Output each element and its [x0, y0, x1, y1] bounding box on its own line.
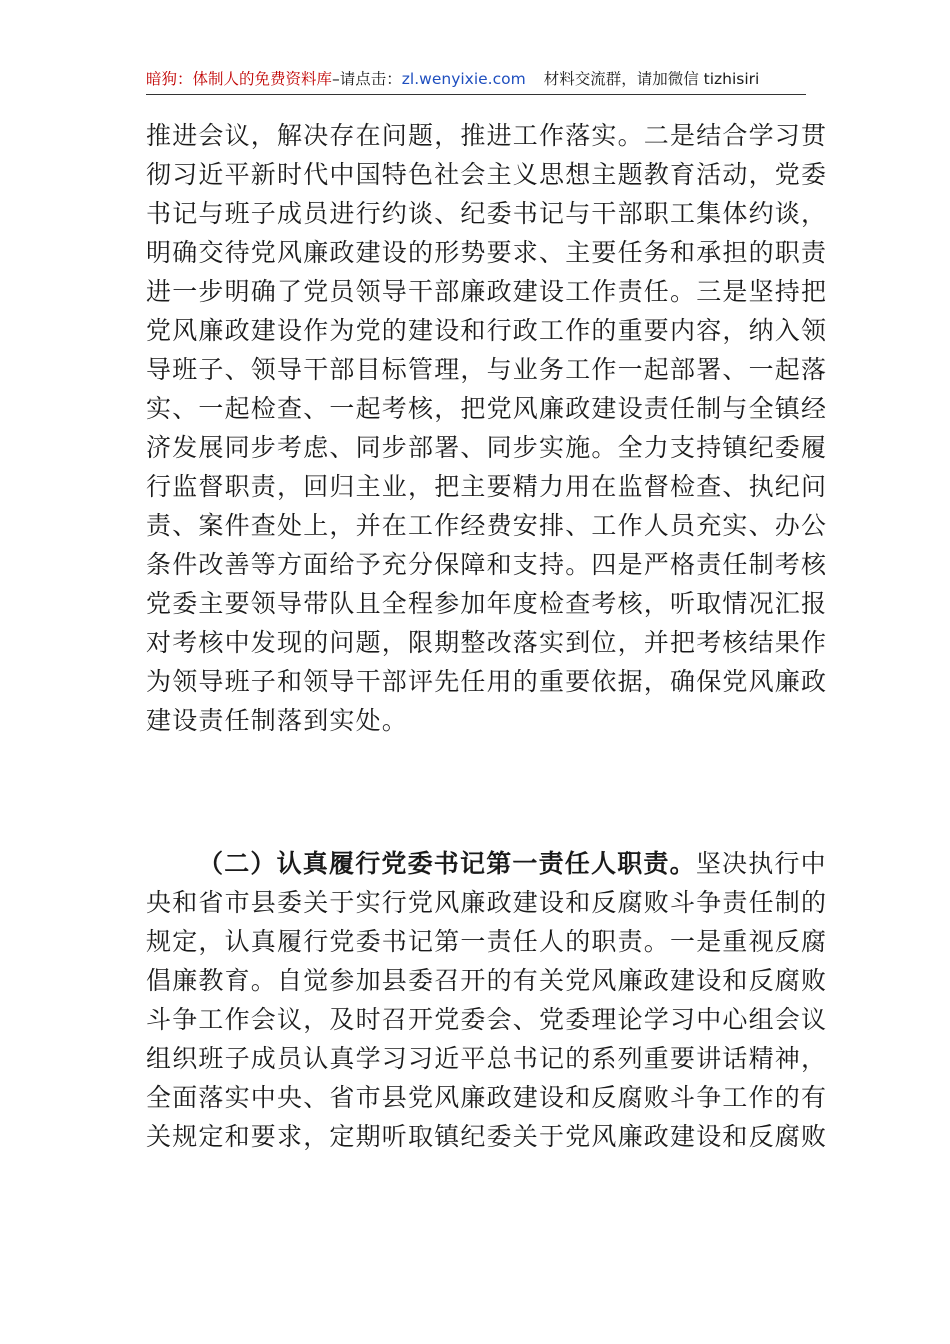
- section-heading-line: [198, 846, 827, 882]
- paragraph-line: 建设责任制落到实处。: [146, 706, 409, 735]
- paragraph-line: 规定，认真履行党委书记第一责任人的职责。一是重视反腐: [146, 927, 828, 956]
- paragraph-line: 为领导班子和领导干部评先任用的重要依据，确保党风廉政: [146, 667, 828, 696]
- paragraph-line: 条件改善等方面给予充分保障和支持。四是严格责任制考核: [146, 550, 828, 579]
- paragraph-line: 行监督职责，回归主业，把主要精力用在监督检查、执纪问: [146, 472, 828, 501]
- section-first-line-rest: 坚决执行中: [695, 849, 827, 878]
- paragraph-line: 党风廉政建设作为党的建设和行政工作的重要内容，纳入领: [146, 316, 828, 345]
- header-url-link[interactable]: zl.wenyixie.com: [401, 70, 526, 88]
- paragraph-line: 对考核中发现的问题，限期整改落实到位，并把考核结果作: [146, 628, 828, 657]
- paragraph-line: 斗争工作会议，及时召开党委会、党委理论学习中心组会议: [146, 1005, 828, 1034]
- paragraph-line: 彻习近平新时代中国特色社会主义思想主题教育活动，党委: [146, 160, 828, 189]
- paragraph-line: 导班子、领导干部目标管理，与业务工作一起部署、一起落: [146, 355, 828, 384]
- paragraph-line: 关规定和要求，定期听取镇纪委关于党风廉政建设和反腐败: [146, 1122, 828, 1151]
- paragraph-line: 书记与班子成员进行约谈、纪委书记与干部职工集体约谈，: [146, 199, 828, 228]
- section-heading: （二）认真履行党委书记第一责任人职责。: [198, 849, 696, 878]
- paragraph-line: 组织班子成员认真学习习近平总书记的系列重要讲话精神，: [146, 1044, 828, 1073]
- paragraph-line: 济发展同步考虑、同步部署、同步实施。全力支持镇纪委履: [146, 433, 828, 462]
- paragraph-line: 推进会议，解决存在问题，推进工作落实。二是结合学习贯: [146, 121, 828, 150]
- paragraph-line: 进一步明确了党员领导干部廉政建设工作责任。三是坚持把: [146, 277, 828, 306]
- paragraph-line: 全面落实中央、省市县党风廉政建设和反腐败斗争工作的有: [146, 1083, 828, 1112]
- paragraph-line: 倡廉教育。自觉参加县委召开的有关党风廉政建设和反腐败: [146, 966, 828, 995]
- page-header: [146, 66, 806, 92]
- paragraph-line: 央和省市县委关于实行党风廉政建设和反腐败斗争责任制的: [146, 888, 828, 917]
- header-brand: 暗狗：体制人的免费资料库: [146, 70, 333, 88]
- paragraph-line: 明确交待党风廉政建设的形势要求、主要任务和承担的职责: [146, 238, 828, 267]
- paragraph-line: 责、案件查处上，并在工作经费安排、工作人员充实、办公: [146, 511, 828, 540]
- header-divider: [146, 94, 806, 95]
- paragraph-line: 党委主要领导带队且全程参加年度检查考核，听取情况汇报: [146, 589, 828, 618]
- paragraph-line: 实、一起检查、一起考核，把党风廉政建设责任制与全镇经: [146, 394, 828, 423]
- header-prompt: –请点击：: [332, 70, 402, 88]
- header-note: 材料交流群，请加微信 tizhisiri: [543, 70, 760, 88]
